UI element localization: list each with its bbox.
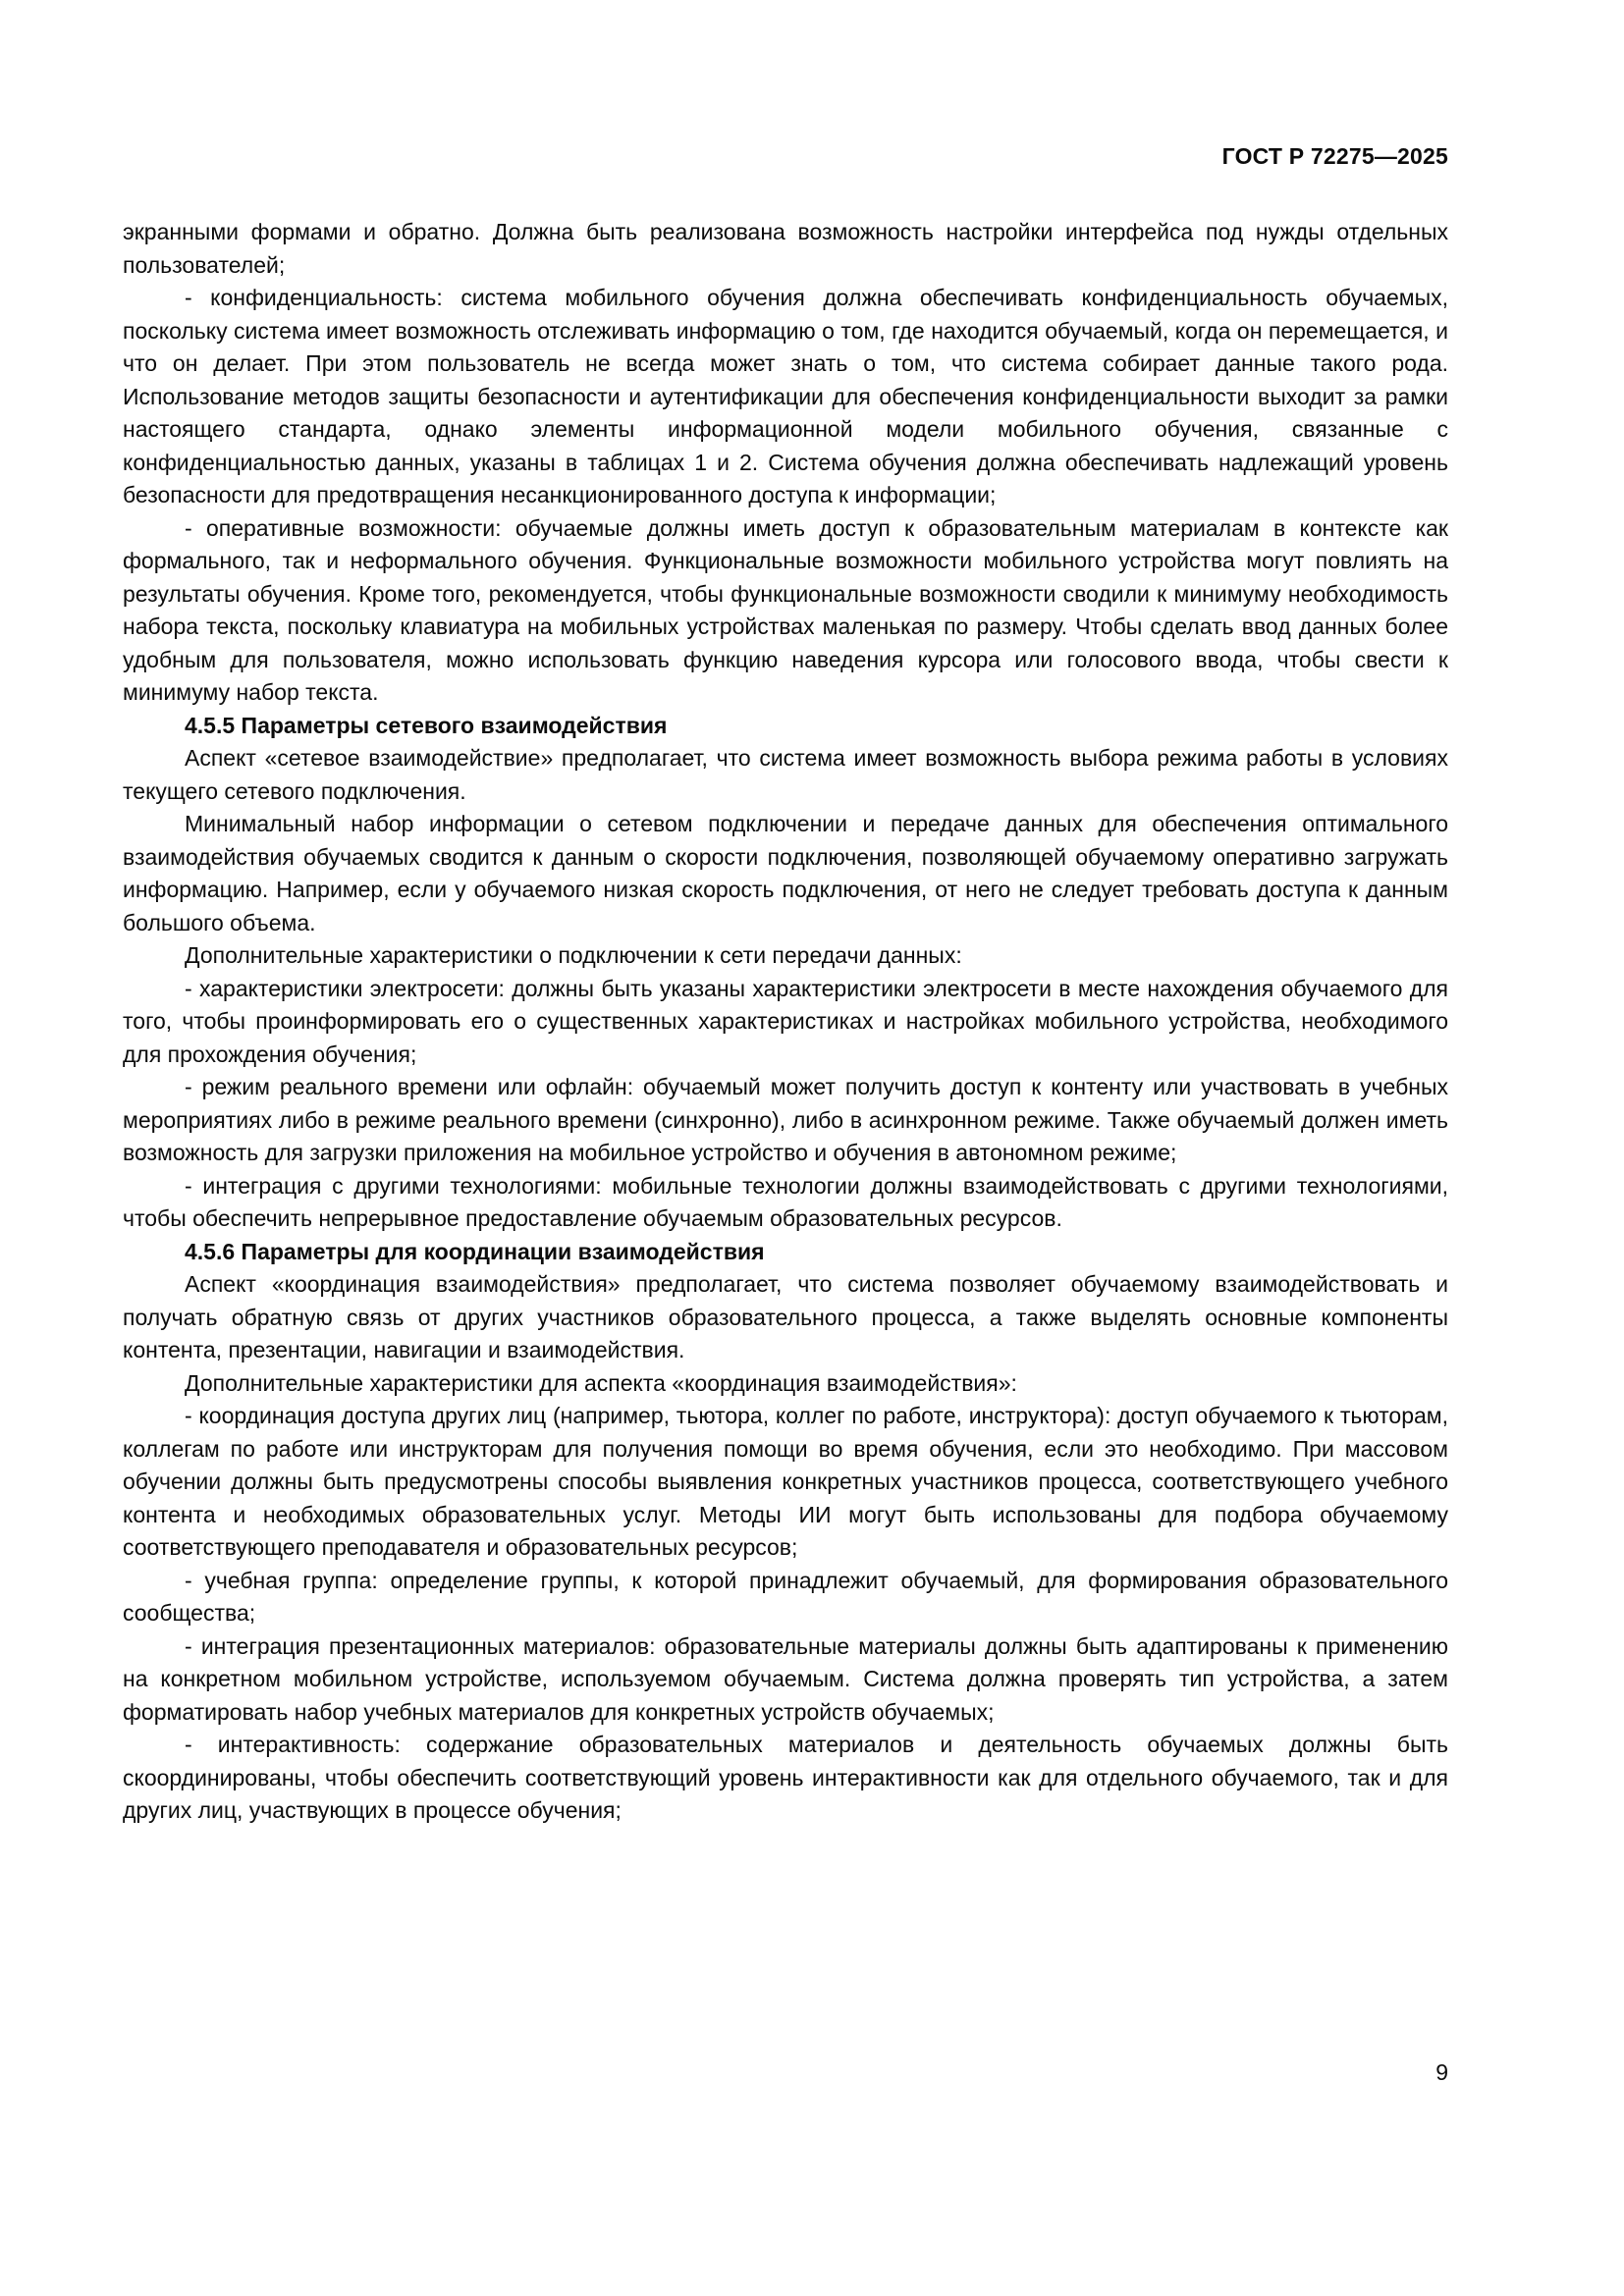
list-item-technology-integration: - интеграция с другими технологиями: мобильные технологии должны взаимодействовать с другими технологиями, чтобы обеспечить непрерывное предоставление обучаемым образовательных ресурсов. [123, 1172, 1448, 1231]
paragraph-additional-coordination-chars: Дополнительные характеристики для аспекта «координация взаимодействия»: [185, 1369, 1017, 1396]
page-number: 9 [1435, 2059, 1448, 2085]
list-item-access-coordination: - координация доступа других лиц (например, тьютора, коллег по работе, инструктора): доступ обучаемого к тьюторам, коллегам по работе или инструкторам для получения помощи во время обучения, если это необходимо. При массовом обучении должны быть предусмотрены способы выявления конкретных участников процесса, соответствующего учебного контента и необходимых образовательных услуг. Методы ИИ могут быть использованы для подбора обучаемому соответствующего преподавателя и образовательных ресурсов; [123, 1403, 1448, 1560]
paragraph-network-aspect: Аспект «сетевое взаимодействие» предполагает, что система имеет возможность выбора режима работы в условиях текущего сетевого подключения. [123, 745, 1448, 804]
list-item-operational-capabilities: - оперативные возможности: обучаемые должны иметь доступ к образовательным материалам в контексте как формального, так и неформального обучения. Функциональные возможности мобильного устройства могут повлиять на результаты обучения. Кроме того, рекомендуется, чтобы функциональные возможности сводили к минимуму необходимость набора текста, поскольку клавиатура на мобильных устройствах маленькая по размеру. Чтобы сделать ввод данных более удобным для пользователя, можно использовать функцию наведения курсора или голосового ввода, чтобы свести к минимуму набор текста. [123, 514, 1448, 705]
list-item-interactivity: - интерактивность: содержание образовательных материалов и деятельность обучаемых должны быть скоординированы, чтобы обеспечить соответствующий уровень интерактивности как для отдельного обучаемого, так и для других лиц, участвующих в процессе обучения; [123, 1732, 1448, 1823]
paragraph-continuation: экранными формами и обратно. Должна быть реализована возможность настройки интерфейса под нужды отдельных пользователей; [123, 219, 1448, 278]
list-item-realtime-or-offline: - режим реального времени или офлайн: обучаемый может получить доступ к контенту или участвовать в учебных мероприятиях либо в режиме реального времени (синхронно), либо в асинхронном режиме. Также обучаемый должен иметь возможность для загрузки приложения на мобильное устройство и обучения в автономном режиме; [123, 1074, 1448, 1165]
list-item-confidentiality: - конфиденциальность: система мобильного обучения должна обеспечивать конфиденциальность обучаемых, поскольку система имеет возможность отслеживать информацию о том, где находится обучаемый, когда он перемещается, и что он делает. При этом пользователь не всегда может знать о том, что система собирает данные такого рода. Использование методов защиты безопасности и аутентификации для обеспечения конфиденциальности выходит за рамки настоящего стандарта, однако элементы информационной модели мобильного обучения, связанные с конфиденциальностью данных, указаны в таблицах 1 и 2. Система обучения должна обеспечивать надлежащий уровень безопасности для предотвращения несанкционированного доступа к информации; [123, 285, 1448, 507]
section-heading-4-5-5: 4.5.5 Параметры сетевого взаимодействия [185, 712, 668, 738]
document-header [123, 143, 1448, 170]
list-item-power-grid-characteristics: - характеристики электросети: должны быть указаны характеристики электросети в месте нахождения обучаемого для того, чтобы проинформировать его о существенных характеристиках и настройках мобильного устройства, необходимого для прохождения обучения; [123, 975, 1448, 1067]
paragraph-coordination-aspect: Аспект «координация взаимодействия» предполагает, что система позволяет обучаемому взаимодействовать и получать обратную связь от других участников образовательного процесса, а также выделять основные компоненты контента, презентации, навигации и взаимодействия. [123, 1271, 1448, 1362]
document-body [123, 216, 1448, 1828]
section-heading-4-5-6: 4.5.6 Параметры для координации взаимодействия [185, 1238, 765, 1264]
paragraph-additional-network-chars: Дополнительные характеристики о подключении к сети передачи данных: [185, 942, 962, 968]
paragraph-minimal-info-set: Минимальный набор информации о сетевом подключении и передаче данных для обеспечения оптимального взаимодействия обучаемых сводится к данным о скорости подключения, позволяющей обучаемому оперативно загружать информацию. Например, если у обучаемого низкая скорость подключения, от него не следует требовать доступа к данным большого объема. [123, 811, 1448, 935]
document-footer [123, 2059, 1448, 2086]
list-item-presentation-integration: - интеграция презентационных материалов: образовательные материалы должны быть адаптированы к применению на конкретном мобильном устройстве, используемом обучаемым. Система должна проверять тип устройства, а затем форматировать набор учебных материалов для конкретных устройств обучаемых; [123, 1632, 1448, 1725]
doc-number: ГОСТ Р 72275—2025 [1221, 143, 1448, 169]
list-item-study-group: - учебная группа: определение группы, к которой принадлежит обучаемый, для формирования образовательного сообщества; [123, 1567, 1448, 1626]
